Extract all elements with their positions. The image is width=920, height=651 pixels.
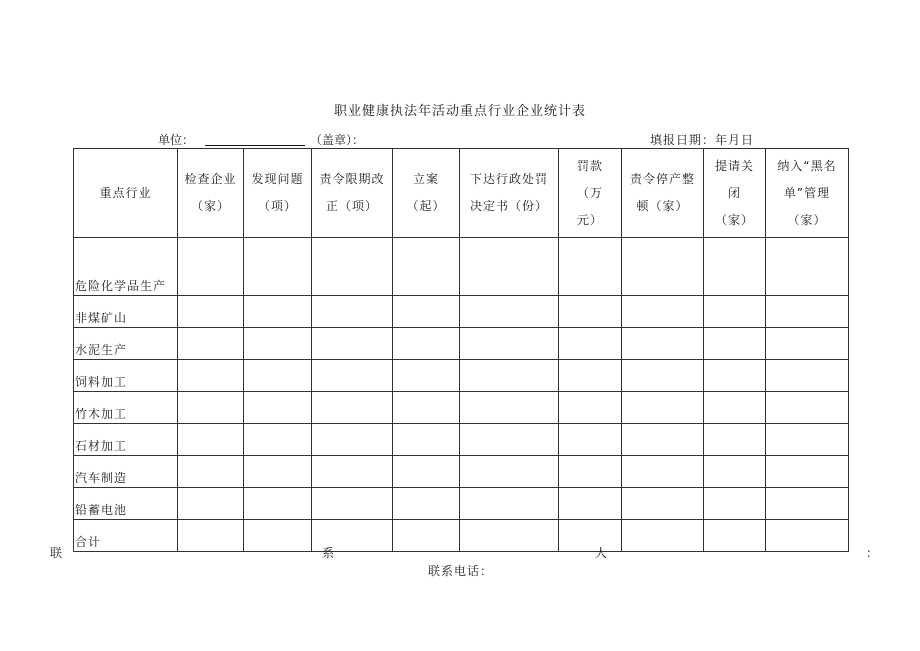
data-entry-cell[interactable]: [312, 392, 393, 424]
data-entry-cell[interactable]: [704, 360, 766, 392]
statistics-table: [73, 148, 849, 552]
column-header-issues: 发现问题 （项）: [244, 149, 312, 238]
data-entry-cell[interactable]: [244, 488, 312, 520]
data-entry-cell[interactable]: [704, 296, 766, 328]
data-entry-cell[interactable]: [460, 520, 559, 552]
data-entry-cell[interactable]: [704, 328, 766, 360]
data-entry-cell[interactable]: [393, 424, 460, 456]
industry-name-cell: 汽车制造: [74, 456, 178, 488]
table-row: [74, 456, 849, 488]
data-entry-cell[interactable]: [766, 296, 849, 328]
data-entry-cell[interactable]: [312, 296, 393, 328]
data-entry-cell[interactable]: [622, 520, 704, 552]
data-entry-cell[interactable]: [460, 360, 559, 392]
data-entry-cell[interactable]: [178, 456, 244, 488]
contact-person-char-2: 系: [322, 546, 335, 560]
column-header-inspected: 检查企业 （家）: [178, 149, 244, 238]
data-entry-cell[interactable]: [559, 360, 622, 392]
industry-name-cell: 竹木加工: [74, 392, 178, 424]
data-entry-cell[interactable]: [178, 296, 244, 328]
data-entry-cell[interactable]: [244, 456, 312, 488]
data-entry-cell[interactable]: [393, 520, 460, 552]
data-entry-cell[interactable]: [460, 296, 559, 328]
data-entry-cell[interactable]: [622, 238, 704, 296]
data-entry-cell[interactable]: [559, 296, 622, 328]
column-header-closure: 提请关 闭 （家）: [704, 149, 766, 238]
contact-person-colon: ：: [866, 546, 879, 560]
column-header-suspension: 责令停产整 顿（家）: [622, 149, 704, 238]
column-header-industry: 重点行业: [74, 149, 178, 238]
table-row: [74, 360, 849, 392]
data-entry-cell[interactable]: [244, 360, 312, 392]
data-entry-cell[interactable]: [704, 488, 766, 520]
industry-name-cell: 石材加工: [74, 424, 178, 456]
data-entry-cell[interactable]: [393, 488, 460, 520]
column-header-cases: 立案 （起）: [393, 149, 460, 238]
data-entry-cell[interactable]: [178, 488, 244, 520]
data-entry-cell[interactable]: [559, 488, 622, 520]
table-row: [74, 238, 849, 296]
data-entry-cell[interactable]: [766, 328, 849, 360]
data-entry-cell[interactable]: [559, 328, 622, 360]
header-row: [74, 149, 849, 238]
data-entry-cell[interactable]: [393, 238, 460, 296]
data-entry-cell[interactable]: [559, 238, 622, 296]
data-entry-cell[interactable]: [178, 328, 244, 360]
data-entry-cell[interactable]: [393, 328, 460, 360]
data-entry-cell[interactable]: [704, 238, 766, 296]
data-entry-cell[interactable]: [766, 392, 849, 424]
data-entry-cell[interactable]: [622, 488, 704, 520]
data-entry-cell[interactable]: [622, 392, 704, 424]
fill-date-label: 填报日期：年月日: [650, 133, 755, 147]
column-header-rectification: 责令限期改 正（项）: [312, 149, 393, 238]
table-row: [74, 488, 849, 520]
column-header-blacklist: 纳入“黑名 单”管理 （家）: [766, 149, 849, 238]
data-entry-cell[interactable]: [622, 328, 704, 360]
data-entry-cell[interactable]: [244, 238, 312, 296]
industry-name-cell: 水泥生产: [74, 328, 178, 360]
data-entry-cell[interactable]: [622, 424, 704, 456]
data-entry-cell[interactable]: [460, 392, 559, 424]
table-row: [74, 296, 849, 328]
data-entry-cell[interactable]: [559, 424, 622, 456]
data-entry-cell[interactable]: [766, 238, 849, 296]
table-row: [74, 392, 849, 424]
form-title: 职业健康执法年活动重点行业企业统计表: [333, 104, 586, 119]
data-entry-cell[interactable]: [559, 456, 622, 488]
data-entry-cell[interactable]: [559, 520, 622, 552]
seal-label: （盖章）：: [310, 133, 365, 147]
industry-name-cell: 合计: [74, 520, 178, 552]
data-entry-cell[interactable]: [460, 456, 559, 488]
data-entry-cell[interactable]: [312, 238, 393, 296]
data-entry-cell[interactable]: [244, 520, 312, 552]
table-row: [74, 424, 849, 456]
unit-blank-line[interactable]: [205, 145, 305, 146]
data-entry-cell[interactable]: [393, 392, 460, 424]
data-entry-cell[interactable]: [704, 392, 766, 424]
data-entry-cell[interactable]: [393, 296, 460, 328]
data-entry-cell[interactable]: [244, 296, 312, 328]
table-row: [74, 520, 849, 552]
data-entry-cell[interactable]: [393, 456, 460, 488]
contact-person-char-3: 人: [595, 546, 608, 560]
data-entry-cell[interactable]: [766, 488, 849, 520]
data-entry-cell[interactable]: [178, 360, 244, 392]
data-entry-cell[interactable]: [622, 360, 704, 392]
contact-phone-label: 联系电话：: [428, 564, 494, 578]
industry-name-cell: 铅蓄电池: [74, 488, 178, 520]
data-entry-cell[interactable]: [312, 360, 393, 392]
data-entry-cell[interactable]: [766, 456, 849, 488]
data-entry-cell[interactable]: [704, 456, 766, 488]
data-entry-cell[interactable]: [704, 520, 766, 552]
data-entry-cell[interactable]: [766, 424, 849, 456]
data-entry-cell[interactable]: [178, 424, 244, 456]
data-entry-cell[interactable]: [766, 520, 849, 552]
data-entry-cell[interactable]: [244, 328, 312, 360]
data-entry-cell[interactable]: [312, 328, 393, 360]
data-entry-cell[interactable]: [393, 360, 460, 392]
data-entry-cell[interactable]: [178, 520, 244, 552]
industry-name-cell: 危险化学品生产: [74, 238, 178, 296]
data-entry-cell[interactable]: [178, 238, 244, 296]
industry-name-cell: 饲料加工: [74, 360, 178, 392]
data-entry-cell[interactable]: [460, 238, 559, 296]
contact-person-char-1: 联: [50, 546, 63, 560]
data-entry-cell[interactable]: [312, 456, 393, 488]
data-entry-cell[interactable]: [312, 424, 393, 456]
data-entry-cell[interactable]: [559, 392, 622, 424]
data-entry-cell[interactable]: [460, 488, 559, 520]
data-entry-cell[interactable]: [178, 392, 244, 424]
column-header-fines: 罚款 （万 元）: [559, 149, 622, 238]
data-entry-cell[interactable]: [704, 424, 766, 456]
data-entry-cell[interactable]: [244, 424, 312, 456]
industry-name-cell: 非煤矿山: [74, 296, 178, 328]
data-entry-cell[interactable]: [460, 424, 559, 456]
table-row: [74, 328, 849, 360]
data-entry-cell[interactable]: [312, 488, 393, 520]
data-entry-cell[interactable]: [622, 296, 704, 328]
column-header-penalty-decisions: 下达行政处罚 决定书（份）: [460, 149, 559, 238]
data-entry-cell[interactable]: [622, 456, 704, 488]
unit-label: 单位：: [158, 133, 195, 147]
data-entry-cell[interactable]: [460, 328, 559, 360]
data-entry-cell[interactable]: [766, 360, 849, 392]
data-entry-cell[interactable]: [244, 392, 312, 424]
